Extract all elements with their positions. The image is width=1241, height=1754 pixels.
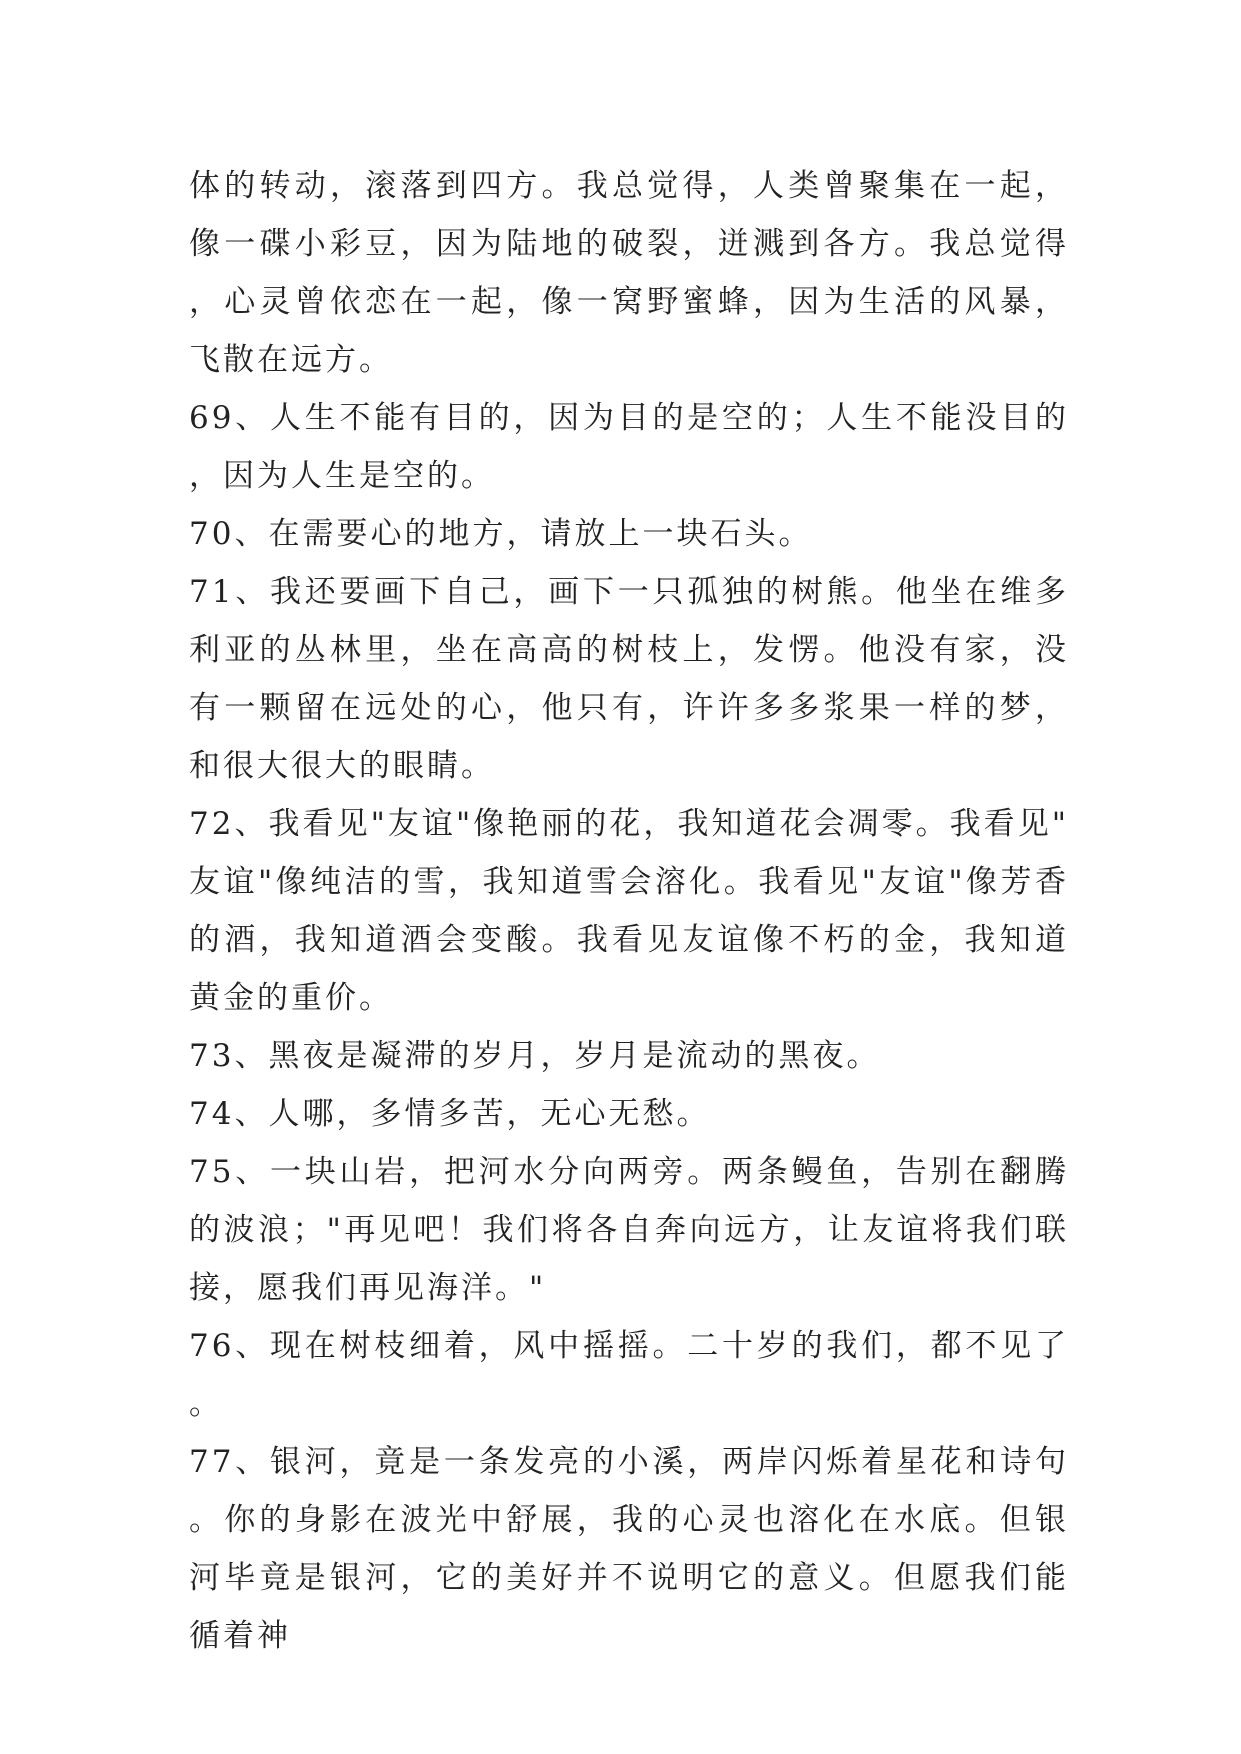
paragraph-71: 71、我还要画下自己，画下一只孤独的树熊。他坐在维多利亚的丛林里，坐在高高的树枝上，发愣。他没有家，没有一颗留在远处的心，他只有，许许多多浆果一样的梦，和很大很大的眼睛。 [189, 574, 1069, 784]
paragraph-70: 70、在需要心的地方，请放上一块石头。 [189, 516, 813, 552]
document-body [189, 157, 1069, 1665]
paragraph-76: 76、现在树枝细着，风中摇摇。二十岁的我们，都不见了。 [189, 1328, 1069, 1422]
paragraph-72: 72、我看见"友谊"像艳丽的花，我知道花会凋零。我看见"友谊"像纯洁的雪，我知道雪会溶化。我看见"友谊"像芳香的酒，我知道酒会变酸。我看见友谊像不朽的金，我知道黄金的重价。 [189, 806, 1069, 1016]
paragraph-75: 75、一块山岩，把河水分向两旁。两条鳗鱼，告别在翻腾的波浪；"再见吧！我们将各自奔向远方，让友谊将我们联接，愿我们再见海洋。" [189, 1154, 1069, 1306]
paragraph-continuation: 体的转动，滚落到四方。我总觉得，人类曾聚集在一起，像一碟小彩豆，因为陆地的破裂，迸溅到各方。我总觉得，心灵曾依恋在一起，像一窝野蜜蜂，因为生活的风暴，飞散在远方。 [189, 168, 1069, 378]
paragraph-74: 74、人哪，多情多苦，无心无愁。 [189, 1096, 711, 1132]
paragraph-69: 69、人生不能有目的，因为目的是空的；人生不能没目的，因为人生是空的。 [189, 400, 1069, 494]
paragraph-73: 73、黑夜是凝滞的岁月，岁月是流动的黑夜。 [189, 1038, 881, 1074]
paragraph-77: 77、银河，竟是一条发亮的小溪，两岸闪烁着星花和诗句。你的身影在波光中舒展，我的心灵也溶化在水底。但银河毕竟是银河，它的美好并不说明它的意义。但愿我们能循着神 [189, 1444, 1069, 1654]
